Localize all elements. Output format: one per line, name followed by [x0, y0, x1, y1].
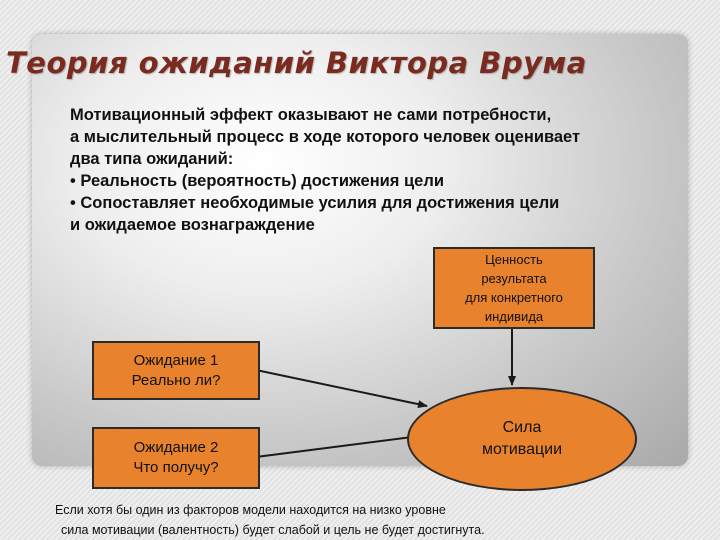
motivation-line: Сила — [502, 419, 542, 436]
footnote-line: Если хотя бы один из факторов модели находится на низко уровне — [55, 503, 446, 517]
footnote-line: сила мотивации (валентность) будет слабой и цель не будет достигнута. — [61, 523, 485, 537]
motivation-strength-ellipse — [407, 387, 637, 491]
result-value-line: Ценность — [485, 252, 543, 267]
body-line: два типа ожиданий: — [70, 150, 234, 168]
motivation-line: мотивации — [481, 441, 563, 458]
result-value-line: индивида — [484, 309, 544, 324]
expectation-2-title: Ожидание 2 — [133, 439, 219, 456]
arrow-expectation2-to-motivation — [256, 436, 420, 457]
body-line: а мыслительный процесс в ходе которого человек оценивает — [70, 128, 581, 146]
expectation-1-box — [92, 341, 260, 400]
body-line: Мотивационный эффект оказывают не сами потребности, — [70, 106, 552, 124]
body-bullet-effort: • Сопоставляет необходимые усилия для достижения цели — [70, 194, 560, 212]
result-value-line: для конкретного — [465, 290, 563, 305]
expectation-2-question: Что получу? — [133, 459, 219, 476]
body-line: и ожидаемое вознаграждение — [70, 216, 315, 234]
expectation-2-box — [92, 427, 260, 489]
arrow-expectation1-to-motivation — [256, 370, 427, 406]
slide-title: Теория ожиданий Виктора Врума — [6, 46, 587, 80]
footnote — [55, 500, 715, 540]
result-value-box — [433, 247, 595, 329]
body-bullet-probability: • Реальность (вероятность) достижения цели — [70, 172, 444, 190]
expectation-1-question: Реально ли? — [131, 371, 221, 389]
result-value-line: результата — [481, 271, 547, 286]
expectation-1-title: Ожидание 1 — [133, 351, 219, 369]
